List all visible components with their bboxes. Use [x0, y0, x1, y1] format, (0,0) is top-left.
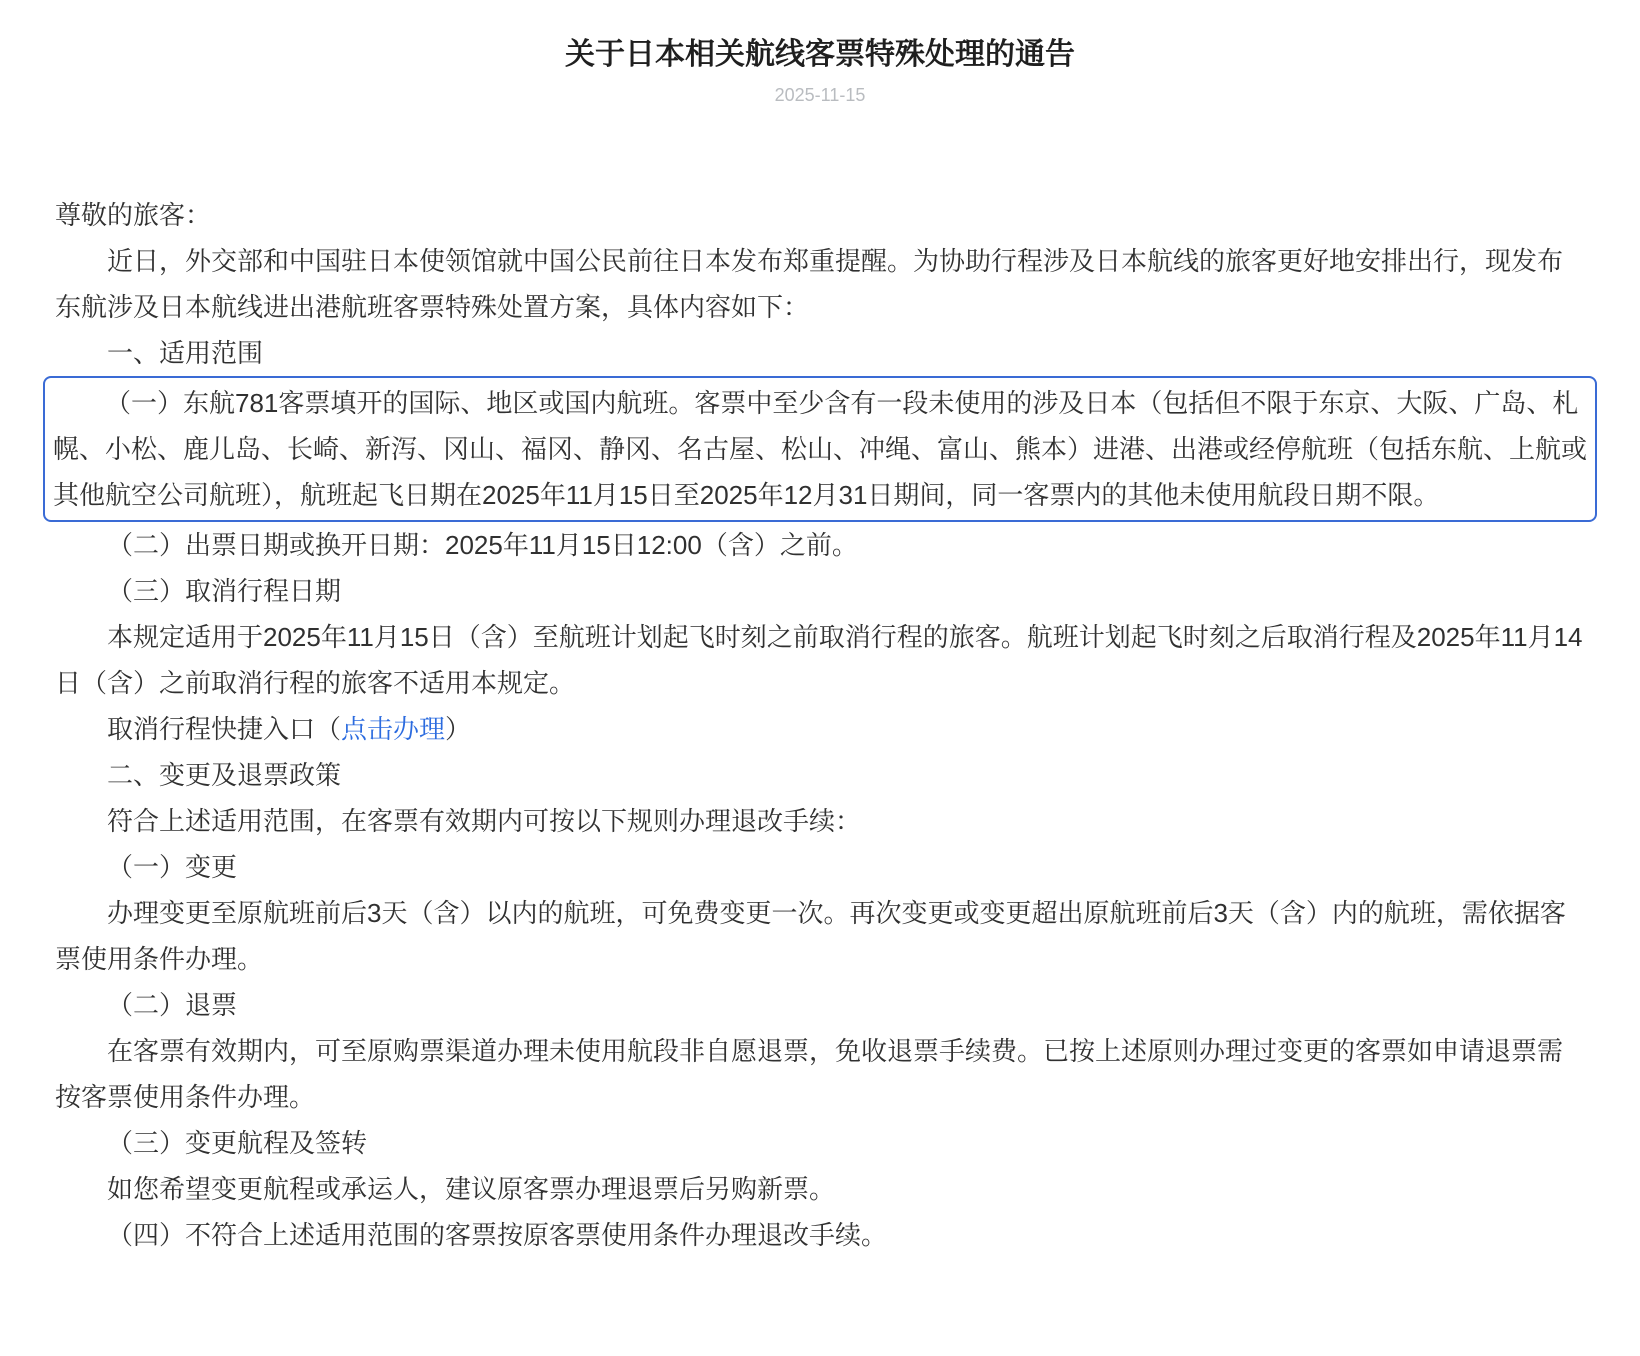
cancel-quick-entry-suffix: ） [445, 714, 472, 744]
cancel-quick-entry [55, 706, 1585, 752]
notice-body [53, 192, 1588, 1258]
scope-item-1: （一）东航781客票填开的国际、地区或国内航班。客票中至少含有一段未使用的涉及日本（包括但不限于东京、大阪、广岛、札幌、小松、鹿儿岛、长崎、新泻、冈山、福冈、静冈、名古屋、松山、冲绳、富山、熊本）进港、出港或经停航班（包括东航、上航或其他航空公司航班），航班起飞日期在2025年11月15日至2025年12月31日期间，同一客票内的其他未使用航段日期不限。 [53, 388, 1588, 510]
policy-intro: 符合上述适用范围，在客票有效期内可按以下规则办理退改手续： [107, 806, 862, 836]
cancel-quick-entry-prefix: 取消行程快捷入口（ [107, 714, 342, 744]
publish-date: 2025-11-15 [774, 85, 866, 105]
section-heading-scope: 一、适用范围 [107, 338, 264, 368]
salutation: 尊敬的旅客： [55, 200, 212, 230]
change-body: 办理变更至原航班前后3天（含）以内的航班，可免费变更一次。再次变更或变更超出原航班前后3天（含）内的航班，需依据客票使用条件办理。 [55, 898, 1566, 974]
refund-body: 在客票有效期内，可至原购票渠道办理未使用航段非自愿退票，免收退票手续费。已按上述原则办理过变更的客票如申请退票需按客票使用条件办理。 [55, 1036, 1564, 1112]
refund-heading: （二）退票 [107, 990, 238, 1020]
reroute-heading: （三）变更航程及签转 [107, 1128, 368, 1158]
policy-item-4: （四）不符合上述适用范围的客票按原客票使用条件办理退改手续。 [107, 1220, 888, 1250]
scope-item-2: （二）出票日期或换开日期：2025年11月15日12:00（含）之前。 [107, 530, 858, 560]
scope-item-3-heading: （三）取消行程日期 [107, 576, 342, 606]
page-title: 关于日本相关航线客票特殊处理的通告 [565, 38, 1075, 71]
intro-paragraph: 近日，外交部和中国驻日本使领馆就中国公民前往日本发布郑重提醒。为协助行程涉及日本航线的旅客更好地安排出行，现发布东航涉及日本航线进出港航班客票特殊处置方案，具体内容如下： [55, 246, 1564, 322]
scope-item-3-body: 本规定适用于2025年11月15日（含）至航班计划起飞时刻之前取消行程的旅客。航班计划起飞时刻之后取消行程及2025年11月14日（含）之前取消行程的旅客不适用本规定。 [55, 622, 1583, 698]
highlighted-scope-box [43, 376, 1597, 522]
change-heading: （一）变更 [107, 852, 238, 882]
reroute-body: 如您希望变更航程或承运人，建议原客票办理退票后另购新票。 [107, 1174, 836, 1204]
cancel-trip-link[interactable]: 点击办理 [341, 714, 446, 744]
section-heading-policy: 二、变更及退票政策 [107, 760, 342, 790]
